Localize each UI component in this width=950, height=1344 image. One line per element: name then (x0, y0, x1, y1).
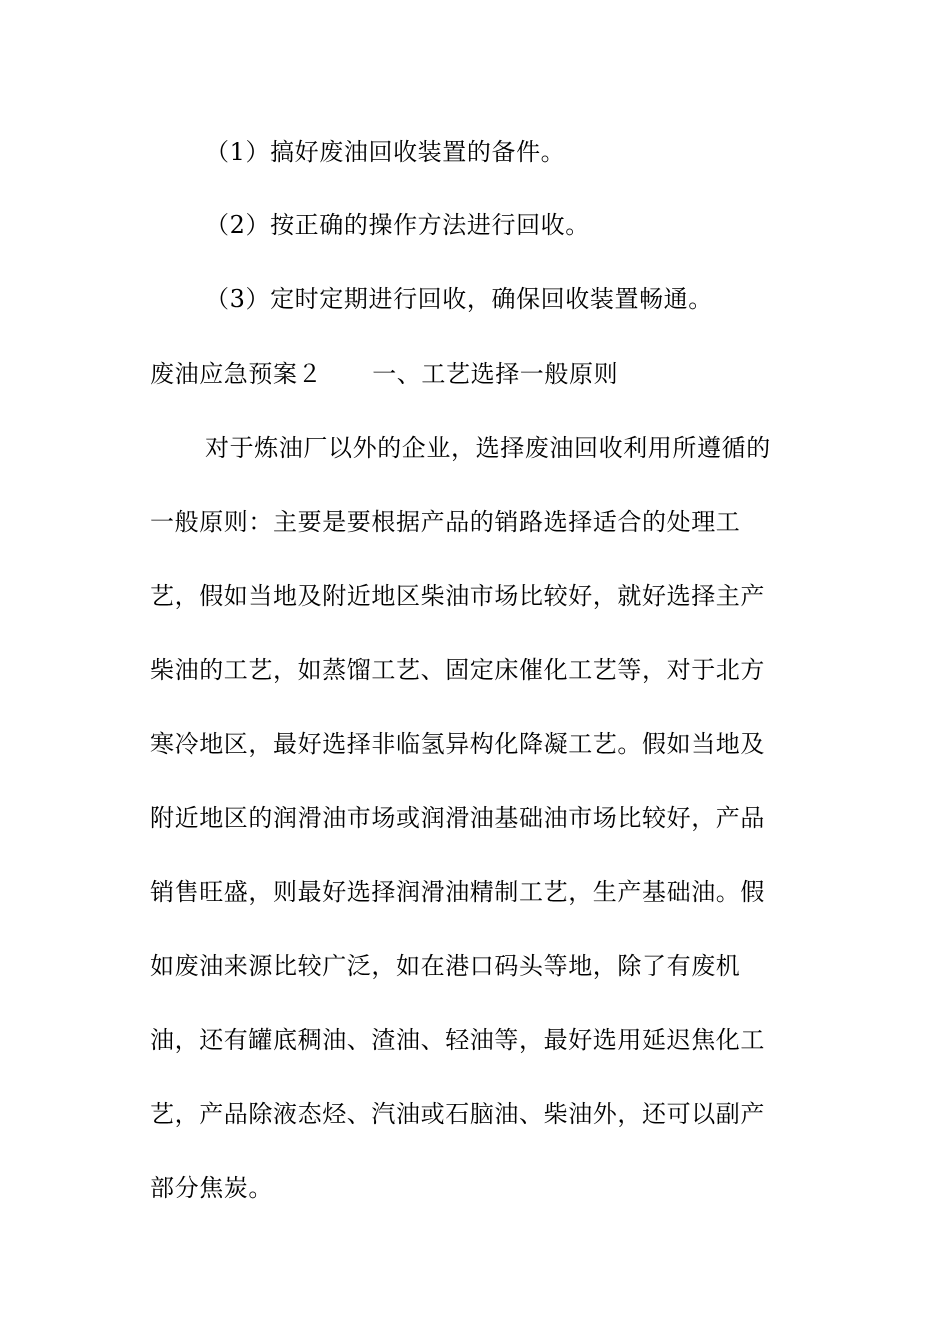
paragraph-line: 部分焦炭。 (150, 1174, 273, 1202)
paragraph-line: 对于炼油厂以外的企业，选择废油回收利用所遵循的 (205, 434, 771, 462)
list-item-3: （3）定时定期进行回收，确保回收装置畅通。 (205, 285, 713, 313)
list-item-1: （1）搞好废油回收装置的备件。 (205, 138, 566, 166)
paragraph-line: 附近地区的润滑油市场或润滑油基础油市场比较好，产品 (150, 804, 765, 832)
paragraph-line: 寒冷地区，最好选择非临氢异构化降凝工艺。假如当地及 (150, 730, 765, 758)
paragraph-line: 如废油来源比较广泛，如在港口码头等地，除了有废机 (150, 952, 741, 980)
paragraph-line: 柴油的工艺，如蒸馏工艺、固定床催化工艺等，对于北方 (150, 656, 765, 684)
heading-title: 废油应急预案２ (150, 360, 323, 388)
paragraph-line: 油，还有罐底稠油、渣油、轻油等，最好选用延迟焦化工 (150, 1026, 765, 1054)
paragraph-line: 一般原则：主要是要根据产品的销路选择适合的处理工 (150, 508, 741, 536)
paragraph-line: 销售旺盛，则最好选择润滑油精制工艺，生产基础油。假 (150, 878, 765, 906)
paragraph-line: 艺，假如当地及附近地区柴油市场比较好，就好选择主产 (150, 582, 765, 610)
heading-subtitle: 一、工艺选择一般原则 (372, 360, 619, 388)
section-heading (150, 359, 800, 389)
list-item-2: （2）按正确的操作方法进行回收。 (205, 211, 590, 239)
paragraph-line: 艺，产品除液态烃、汽油或石脑油、柴油外，还可以副产 (150, 1100, 765, 1128)
